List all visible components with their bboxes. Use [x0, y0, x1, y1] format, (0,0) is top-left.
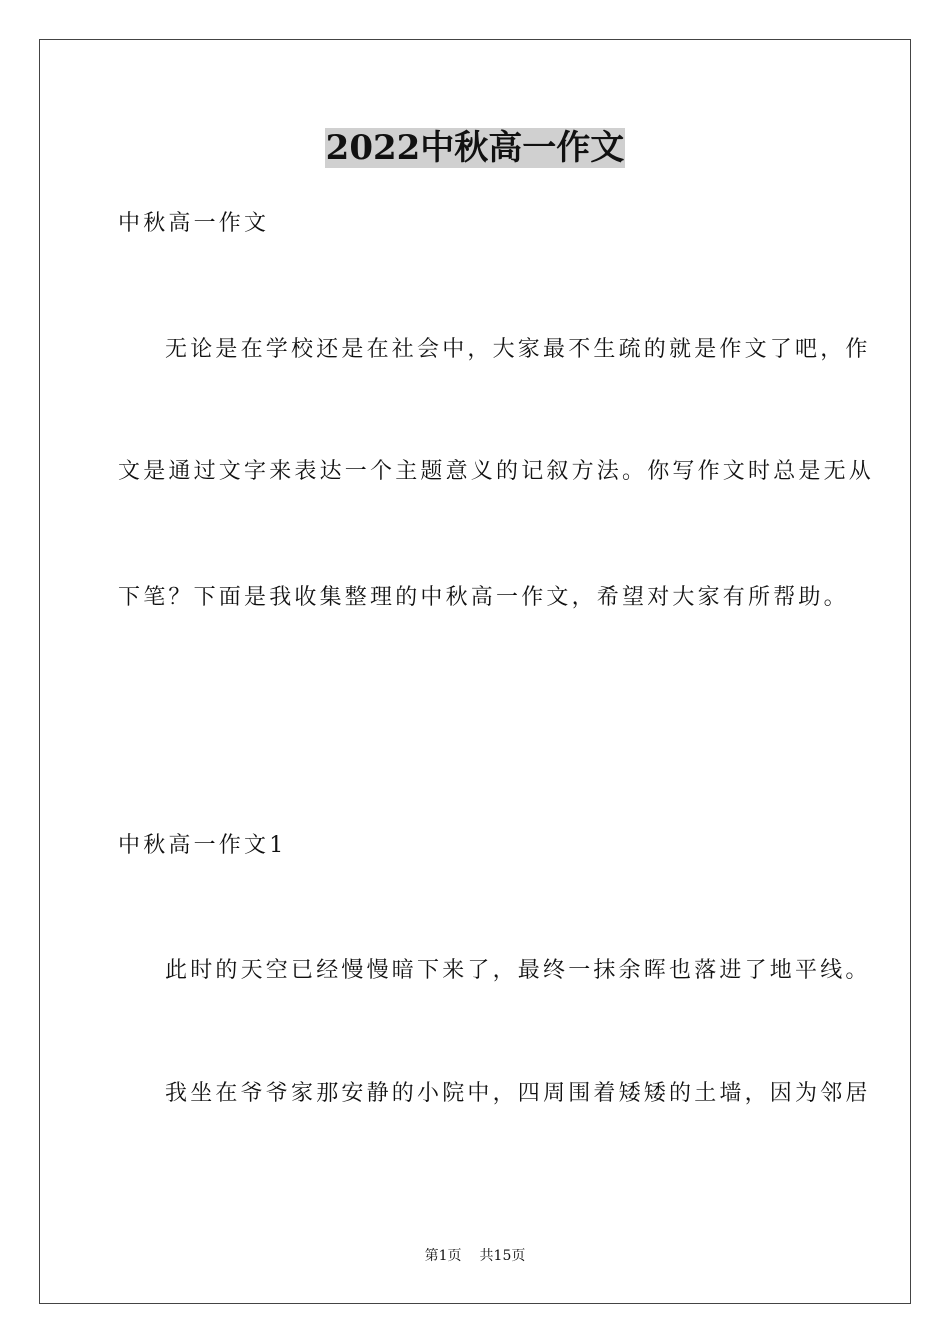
section-heading-intro: 中秋高一作文	[118, 211, 270, 236]
paragraph-line: 下笔？下面是我收集整理的中秋高一作文，希望对大家有所帮助。	[118, 585, 849, 610]
document-title-text: 2022中秋高一作文	[325, 128, 625, 168]
page-footer	[0, 1246, 950, 1266]
paragraph-line: 我坐在爷爷家那安静的小院中，四周围着矮矮的土墙，因为邻居	[165, 1081, 871, 1106]
section-heading-essay-1: 中秋高一作文1	[118, 833, 287, 858]
paragraph-line: 无论是在学校还是在社会中，大家最不生疏的就是作文了吧，作	[165, 337, 871, 362]
paragraph-line: 文是通过文字来表达一个主题意义的记叙方法。你写作文时总是无从	[118, 459, 875, 484]
page-number: 第1页	[424, 1248, 462, 1264]
paragraph-line: 此时的天空已经慢慢暗下来了，最终一抹余晖也落进了地平线。	[165, 958, 871, 983]
page-total: 共15页	[479, 1248, 526, 1264]
document-title	[0, 124, 950, 172]
